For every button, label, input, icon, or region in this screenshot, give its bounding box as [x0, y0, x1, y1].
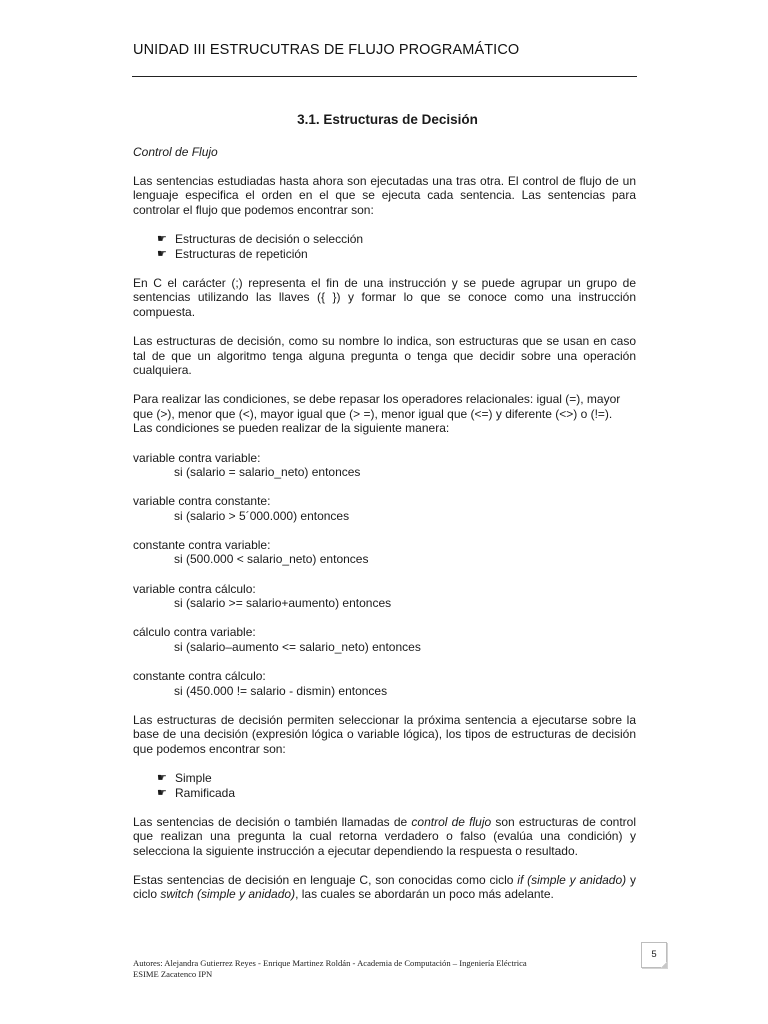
list-item: ☛ Simple: [157, 770, 212, 785]
paragraph-c-semicolon: En C el carácter (;) representa el fin de una instrucción y se puede agrupar un grupo de sentencias utilizando las llaves ({ }) y formar lo que se conoce como una instrucción compuesta.: [133, 275, 636, 319]
condition-label: variable contra constante:: [133, 494, 271, 509]
footer-authors: Autores: Alejandra Gutierrez Reyes - Enrique Martinez Roldán - Academia de Computación – Ingeniería Eléctrica: [133, 958, 527, 968]
condition-example: [133, 451, 636, 480]
pointing-hand-icon: ☛: [157, 786, 167, 799]
paragraph-intro: Las sentencias estudiadas hasta ahora son ejecutadas una tras otra. El control de flujo de un lenguaje especifica el orden en el que se ejecuta cada sentencia. Las sentencias para controlar el flujo que podemos encontrar son:: [133, 173, 636, 217]
condition-code: si (500.000 < salario_neto) entonces: [174, 552, 369, 567]
footer: [133, 958, 527, 980]
bullet-list-flow: [133, 232, 636, 261]
pointing-hand-icon: ☛: [157, 247, 167, 260]
paragraph-flow-control: Las sentencias de decisión o también llamadas de control de flujo son estructuras de control que realizan una pregunta la cual retorna verdadero o falso (evalúa una condición) y selecciona la siguiente instrucción a ejecutar dependiendo la respuesta o resultado.: [133, 814, 637, 858]
condition-example: [133, 669, 636, 698]
condition-example: [133, 494, 636, 523]
list-item: ☛ Ramificada: [157, 785, 236, 800]
section-title: 3.1. Estructuras de Decisión: [297, 112, 478, 127]
condition-label: variable contra variable:: [133, 450, 261, 465]
condition-code: si (450.000 != salario - dismin) entonces: [174, 683, 388, 698]
condition-label: constante contra variable:: [133, 537, 271, 552]
condition-label: cálculo contra variable:: [133, 625, 256, 640]
condition-code: si (salario >= salario+aumento) entonces: [174, 596, 392, 611]
paragraph-decision-structures: Las estructuras de decisión, como su nombre lo indica, son estructuras que se usan en caso tal de que un algoritmo tenga alguna pregunta o tenga que decidir sobre una operación cualquiera.: [133, 333, 636, 378]
pointing-hand-icon: ☛: [157, 771, 167, 784]
list-item: ☛ Estructuras de decisión o selección: [157, 231, 364, 246]
header-divider: [132, 76, 637, 77]
condition-code: si (salario–aumento <= salario_neto) entonces: [174, 639, 421, 654]
header-title: UNIDAD III ESTRUCUTRAS DE FLUJO PROGRAMÁTICO: [133, 42, 520, 58]
condition-example: [133, 625, 636, 654]
page-fold-icon: [661, 962, 667, 968]
paragraph-decision-types: Las estructuras de decisión permiten seleccionar la próxima sentencia a ejecutarse sobre la base de una decisión (expresión lógica o variable lógica), los tipos de estructuras de decisión que podemos encontrar son:: [133, 712, 636, 756]
list-item: ☛ Estructuras de repetición: [157, 246, 308, 261]
condition-example: [133, 538, 636, 567]
condition-label: variable contra cálculo:: [133, 581, 256, 596]
condition-label: constante contra cálculo:: [133, 668, 266, 683]
pointing-hand-icon: ☛: [157, 232, 167, 245]
section-subtitle: Control de Flujo: [133, 144, 218, 159]
condition-code: si (salario = salario_neto) entonces: [174, 465, 361, 480]
bullet-list-types: [133, 771, 636, 800]
page-content: [133, 113, 636, 902]
condition-example: [133, 582, 636, 611]
footer-institution: ESIME Zacatenco IPN: [133, 969, 213, 979]
paragraph-operators: Para realizar las condiciones, se debe repasar los operadores relacionales: igual (=), mayor que (>), menor que (<), mayor igual que (> =), menor igual que (<=) y diferente (<>) o (!=).: [133, 392, 621, 421]
page-number: 5: [651, 949, 657, 960]
paragraph-conditions-intro: Las condiciones se pueden realizar de la siguiente manera:: [133, 421, 450, 436]
paragraph-c-statements: Estas sentencias de decisión en lenguaje C, son conocidas como ciclo if (simple y anidado) y ciclo switch (simple y anidado), las cuales se abordarán un poco más adelante.: [133, 872, 636, 902]
page-number-box: [641, 942, 667, 968]
condition-code: si (salario > 5´000.000) entonces: [174, 508, 350, 523]
